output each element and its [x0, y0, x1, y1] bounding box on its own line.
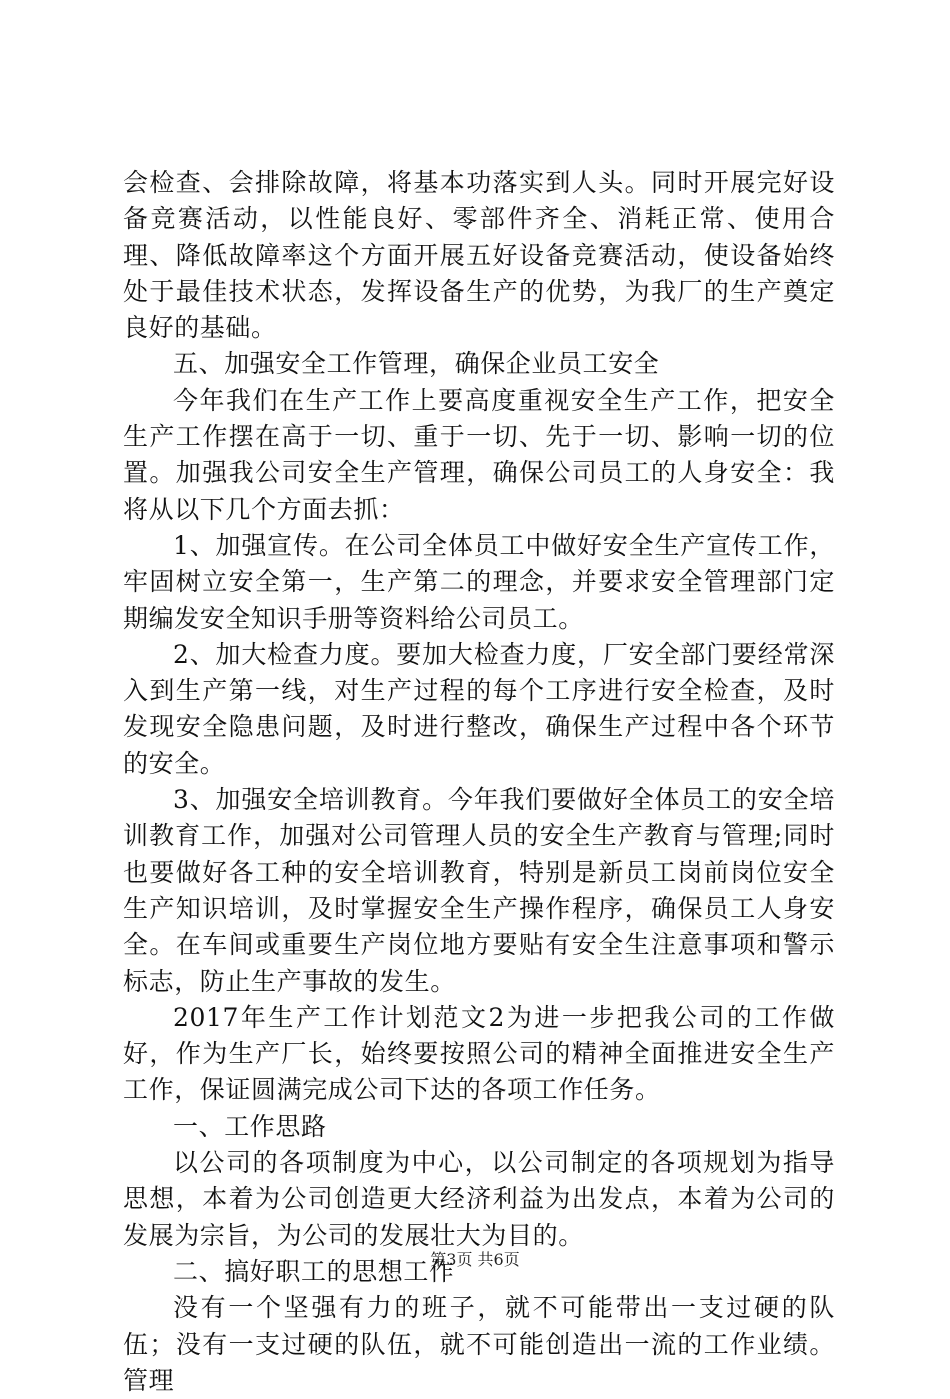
- paragraph-continuation: 会检查、会排除故障，将基本功落实到人头。同时开展完好设备竞赛活动，以性能良好、零部件齐全、消耗正常、使用合理、降低故障率这个方面开展五好设备竞赛活动，使设备始终处于最佳技术状态，发挥设备生产的优势，为我厂的生产奠定良好的基础。: [123, 168, 835, 343]
- section-heading-work-approach: 一、工作思路: [173, 1111, 327, 1141]
- section-heading-staff-thinking: 二、搞好职工的思想工作: [173, 1256, 455, 1286]
- page-number-footer: 第3页 共6页: [430, 1250, 520, 1269]
- list-item-publicity: 1、加强宣传。在公司全体员工中做好安全生产宣传工作，牢固树立安全第一，生产第二的理念，并要求安全管理部门定期编发安全知识手册等资料给公司员工。: [123, 530, 835, 633]
- section-heading-safety: 五、加强安全工作管理，确保企业员工安全: [173, 349, 660, 379]
- paragraph-safety-intro: 今年我们在生产工作上要高度重视安全生产工作，把安全生产工作摆在高于一切、重于一切、先于一切、影响一切的位置。加强我公司安全生产管理，确保公司员工的人身安全：我将从以下几个方面去抓：: [123, 385, 835, 524]
- paragraph-work-approach: 以公司的各项制度为中心，以公司制定的各项规划为指导思想，本着为公司创造更大经济利益为出发点，本着为公司的发展为宗旨，为公司的发展壮大为目的。: [123, 1148, 835, 1250]
- paragraph-staff-thinking: 没有一个坚强有力的班子，就不可能带出一支过硬的队伍；没有一支过硬的队伍，就不可能创造出一流的工作业绩。管理: [123, 1293, 835, 1395]
- paragraph-plan-sample-2: 2017年生产工作计划范文2为进一步把我公司的工作做好，作为生产厂长，始终要按照公司的精神全面推进安全生产工作，保证圆满完成公司下达的各项工作任务。: [123, 1002, 835, 1105]
- document-body: [123, 165, 835, 1399]
- list-item-inspection: 2、加大检查力度。要加大检查力度，厂安全部门要经常深入到生产第一线，对生产过程的每个工序进行安全检查，及时发现安全隐患问题，及时进行整改，确保生产过程中各个环节的安全。: [123, 639, 835, 778]
- list-item-training: 3、加强安全培训教育。今年我们要做好全体员工的安全培训教育工作，加强对公司管理人员的安全生产教育与管理;同时也要做好各工种的安全培训教育，特别是新员工岗前岗位安全生产知识培训，及时掌握安全生产操作程序，确保员工人身安全。在车间或重要生产岗位地方要贴有安全生注意事项和警示标志，防止生产事故的发生。: [123, 785, 835, 996]
